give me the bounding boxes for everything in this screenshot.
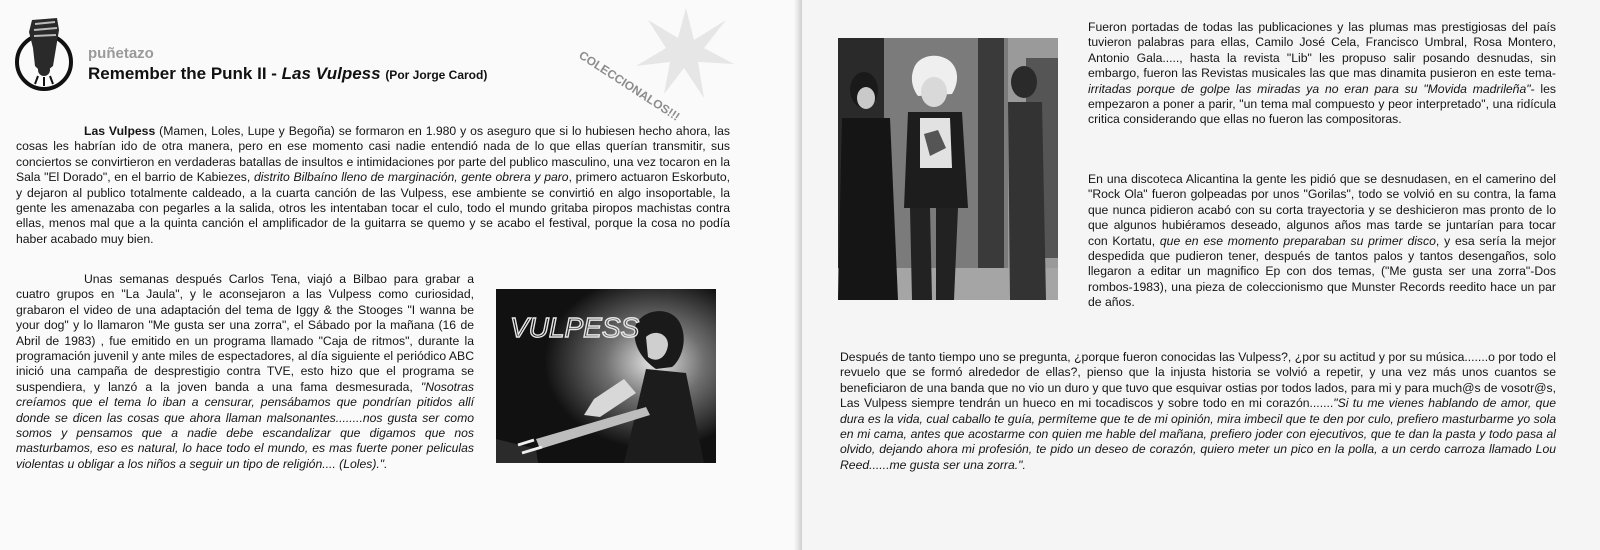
right-paragraph-3 [840,350,1556,473]
graffiti-text: VULPESS [510,312,640,343]
band-group-photo [838,38,1058,300]
article-title [88,64,487,84]
text-span: (Mamen, Loles, Lupe y Begoña) se formaron en 1.980 y os aseguro que si lo hubiesen hecho ahora, las cosas les habrían ido de otra manera, pero en ese momento casi nadie entendió nada de lo que ellas querían transmitir, sus conciertos se convirtieron en verdaderas batallas de insultos e intimidaciones por parte del publico masculino, una vez tocaron en la Sala "El Dorado", en el barrio de Kabiezes, [16,124,730,185]
text-span: En una discoteca Alicantina la gente les pidió que se desnudasen, en el camerino del "Rock Ola" fueron golpeadas por unos "Gorilas", todo se volvió en su contra, la fama que nunca pidieron acabó con su corta trayectoria y se deshicieron mas pronto de lo que algunos hubiéramos deseado, algunos años mas tarde se juntarían para tocar con Kortatu, [1088,172,1556,248]
italic-span: que en ese momento preparaban su primer disco [1159,233,1436,248]
right-page [802,0,1600,550]
concert-photo [496,289,716,463]
title-text: Remember the Punk II - [88,64,282,83]
title-band-name: Las Vulpess [281,64,381,83]
star-burst-icon [576,6,736,106]
section-label: puñetazo [88,45,154,62]
italic-span: irritadas porque de golpe las miradas ya no eran para su "Movida madrileña" [1088,81,1531,96]
text-span: Unas semanas después Carlos Tena, viajó a Bilbao para grabar a cuatro grupos en "La Jaula", y le aconsejaron a las Vulpess como curiosidad, grabaron el video de una adaptación del tema de Iggy & the Stooges "I wanna be your dog" y lo llamaron "Me gusta ser una zorra", el Sábado por la mañana (16 de Abril de 1983) , fue emitido en un programa llamado "Caja de ritmos", durante la programación juvenil y ante miles de espectadores, al día siguiente el periódico ABC inició una campaña de desprestigio contra TVE, esto hizo que el programa se suspendiera, y lanzó a la joven banda a una fama desmesurada, [16,272,474,394]
quote-span: "Nosotras creíamos que el tema lo iban a censurar, pensábamos que pondrían pitidos allí donde se dicen las cosas que ahora llaman malsonantes........nos gusta ser como somos y pensamos que a nadie debe escandalizar que digamos que nos masturbamos, eso es natural, lo hace todo el mundo, es mas fuerte poner peliculas violentas u obligar a los niños a seguir un tipo de religión.... (Loles).". [16,379,474,471]
text-span: Fueron portadas de todas las publicaciones y las plumas mas prestigiosas del país tuvieron palabras para ellas, Camilo José Cela, Francisco Umbral, Rosa Montero, Antonio Gala....., hasta la revista "Lib" les propuso salir posando desnudas, sin embargo, fueron las Revistas musicales las que mas dinamita pusieron en este tema- [1088,20,1556,81]
concert-photo-image [496,289,716,463]
italic-span: distrito Bilbaíno lleno de marginación, gente obrera y paro [253,170,569,185]
left-paragraph-2 [16,272,474,472]
text-span: , y esa sería la mejor despedida que pudieron tener, después de tantos palos y tantos desengaños, solo llegaron a editar un magnifico Ep con dos temas, ("Me gusta ser una zorra"-Dos rombos-1983), una pieza de coleccionismo que Munster Records reedito hace un par de años. [1088,233,1556,310]
collect-stamp: COLECCIONALOS!!! [576,48,683,124]
article-author: (Por Jorge Carod) [385,68,488,82]
left-paragraph-1 [16,124,730,247]
text-span: , primero actuaron Eskorbuto, y dejaron al publico totalmente caldeado, a la cuarta canción de las Vulpess, ese ambiente se convirtió en algo insoportable, la gente les amenazaba con pegarles a la salida, otros les intentaban tocar el culo, todo el mundo gritaba piropos machistas contra ellas, menos mal que a la quinta canción el amplificador de la guitarra se quemo y se acabo el festival, porque la cosa no podía haber acabado muy bien. [16,170,731,246]
band-name-bold: Las Vulpess [84,124,156,138]
quote-span: "Si tu me vienes hablando de amor, que dura es la vida, cual caballo te guía, permíteme que te de mi opinión, mira imbecil que te den por culo, prefiero masturbarme yo sola en mi cama, antes que acostarme con quien me hable del mañana, prefiero joder con ejecutivos, que te dan la pasta y todo pasa al olvido, dejando ahora mi profesión, te pido un deseo de corazón, quiero meter un pico en la polla, a un cerdo carroza llamado Lou Reed......me gusta ser una zorra.". [840,396,1556,472]
fist-logo-icon [13,14,75,94]
right-paragraph-1 [1088,20,1556,128]
text-span: - les empezaron a poner a parir, "un tema mal compuesto y peor interpretado", una ridícula critica considerando que ellas no fueron las compositoras. [1088,81,1556,127]
band-group-photo-image [838,38,1058,300]
right-paragraph-2 [1088,172,1556,311]
text-span: Después de tanto tiempo uno se pregunta, ¿porque fueron conocidas las Vulpess?, ¿por su actitud y por su música.......o por todo el revuelo que se formó alrededor de ellas?, pienso que la injusta historia se volvió a repetir, y una vez más unos cuantos se beneficiaron de una banda que no vio un duro y que tuvo que esquivar ostias por todos lados, para mi y para much@s de vosotr@s, Las Vulpess siempre tendrán un hueco en mi tocadiscos y sobre todo en mi corazón....... [840,350,1556,411]
